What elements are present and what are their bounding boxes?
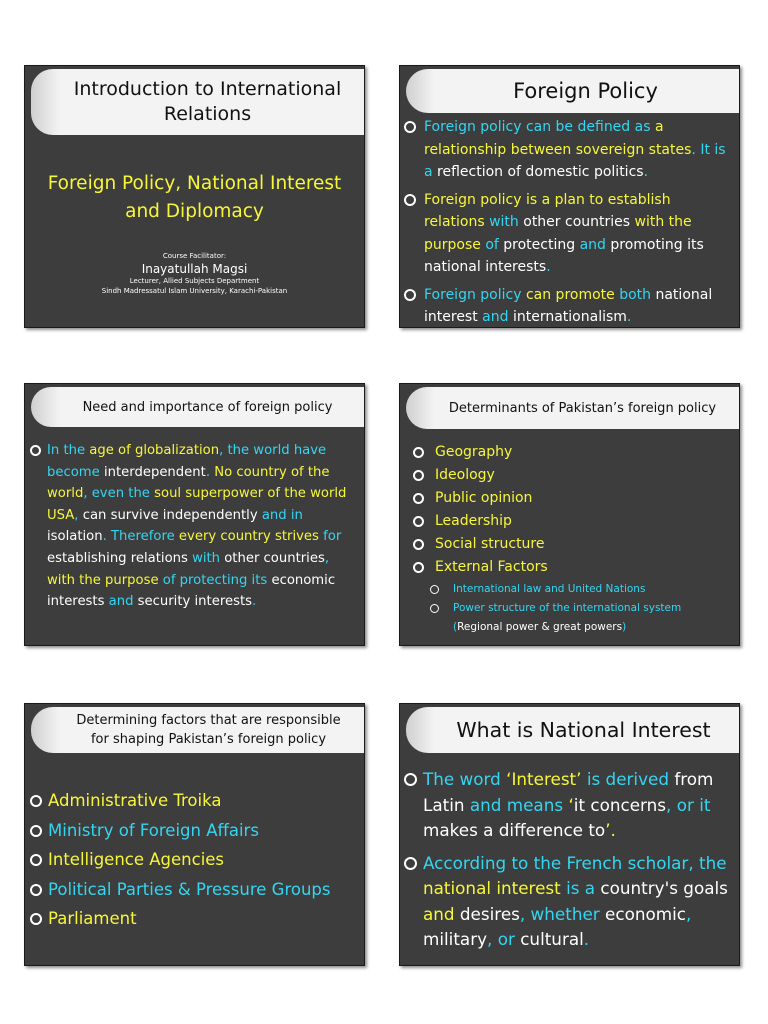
text-segment: with the purpose <box>47 572 163 588</box>
title-line-1: Determining factors that are responsible <box>76 713 341 728</box>
bullet-ring-icon <box>404 194 416 206</box>
text-segment: national interest <box>423 878 567 898</box>
bullet-ring-icon <box>413 447 424 458</box>
text-segment: can survive independently <box>82 507 262 523</box>
slide-title: Foreign Policy <box>513 79 658 103</box>
item-label: Ideology <box>435 467 495 483</box>
list-item <box>413 533 735 556</box>
subtitle-line-2: and Diplomacy <box>125 201 264 222</box>
text-segment: reflection of domestic politics <box>437 164 644 180</box>
text-segment: economic <box>605 903 686 924</box>
item-label: Political Parties & Pressure Groups <box>48 879 331 899</box>
bullet-ring-icon <box>30 795 42 807</box>
facilitator-position: Lecturer, Allied Subjects Department <box>129 277 260 285</box>
list-item <box>30 845 362 875</box>
text-segment: and <box>579 236 611 253</box>
text-segment: age of globalization <box>89 443 220 458</box>
text-segment: , even the <box>83 486 155 502</box>
list-item <box>30 816 362 846</box>
text-segment: can promote <box>525 286 620 303</box>
bullet-ring-icon <box>30 884 42 896</box>
slide-foreign-policy <box>399 65 740 328</box>
item-label: Leadership <box>435 513 512 529</box>
text-segment: soul superpower of the world USA <box>47 486 347 523</box>
bullet-ring-icon <box>30 913 42 925</box>
sub-list-item <box>413 599 735 637</box>
bullet-ring-icon <box>404 773 417 786</box>
slide-intro <box>24 65 365 328</box>
subtitle-line-1: Foreign Policy, National Interest <box>47 173 342 194</box>
text-segment: cultural <box>520 929 584 949</box>
sub-bullet-ring-icon <box>430 604 439 613</box>
text-segment: from Latin <box>423 769 714 815</box>
sub-item-label: Power structure of the international system <box>453 602 682 614</box>
text-segment: . <box>205 464 215 480</box>
item-label: Geography <box>435 444 513 460</box>
list-item <box>30 904 362 934</box>
text-segment: both <box>619 286 656 303</box>
text-segment: other countries <box>523 214 635 230</box>
slide-title-bar <box>406 69 739 113</box>
slide-title: Determinants of Pakistan’s foreign policy <box>448 400 717 416</box>
text-segment: economic interests <box>47 572 336 610</box>
text-segment: country's goals <box>600 878 728 898</box>
bullet-ring-icon <box>404 121 416 133</box>
item-label: Administrative Troika <box>48 791 222 810</box>
text-segment: other countries <box>224 550 325 566</box>
text-segment: , <box>74 507 83 523</box>
slide-title: What is National Interest <box>456 718 711 742</box>
text-segment: makes a difference to <box>423 820 606 840</box>
slide-title <box>54 711 340 749</box>
text-segment: isolation <box>47 529 103 545</box>
text-segment: ( <box>453 621 458 633</box>
list-item <box>413 464 735 487</box>
bullet-item <box>30 440 361 613</box>
text-segment: , whether <box>519 903 606 924</box>
text-segment: , or <box>487 929 521 949</box>
text-segment: security interests <box>137 594 252 610</box>
item-label: Parliament <box>48 909 137 929</box>
item-label: Intelligence Agencies <box>48 850 225 870</box>
text-segment: of <box>485 236 504 253</box>
text-segment: establishing relations <box>47 550 193 566</box>
slide-determinants <box>399 383 740 646</box>
bullet-ring-icon <box>413 516 424 527</box>
list-item <box>413 441 735 464</box>
text-segment: with <box>192 550 225 566</box>
bullet-item <box>404 189 735 279</box>
facilitator-name: Inayatullah Magsi <box>141 262 248 276</box>
text-segment: . Therefore <box>102 529 179 545</box>
sub-list-item <box>413 579 735 599</box>
text-segment: and <box>423 903 460 924</box>
text-segment: and means <box>469 794 569 815</box>
text-segment: The word <box>423 769 507 789</box>
slide-title-bar <box>31 707 364 753</box>
slide-title-bar <box>406 707 739 753</box>
item-label: External Factors <box>435 559 548 575</box>
text-segment: . It is a <box>424 141 726 180</box>
text-segment: Foreign policy is a plan to establish relations <box>424 191 671 230</box>
text-segment: . <box>251 594 257 610</box>
text-segment: ’. <box>605 820 616 840</box>
text-segment: promoting its national interests <box>424 236 704 275</box>
text-segment: , <box>686 903 692 924</box>
bullet-ring-icon <box>413 539 424 550</box>
sub-item-label: International law and United Nations <box>453 583 646 595</box>
slide-title: Introduction to International Relations <box>73 78 342 125</box>
bullet-ring-icon <box>413 493 424 504</box>
bullet-ring-icon <box>30 825 42 837</box>
item-label: Public opinion <box>435 490 533 506</box>
text-segment: , the world have become <box>47 443 327 480</box>
slide-national-interest <box>399 703 740 966</box>
text-segment: , or it <box>666 794 711 815</box>
item-label: Social structure <box>435 536 545 552</box>
bullet-ring-icon <box>413 470 424 481</box>
bullet-ring-icon <box>30 854 42 866</box>
text-segment: . <box>546 259 551 275</box>
text-segment: According to the French scholar, the <box>423 852 727 873</box>
slide-title-bar <box>31 69 364 135</box>
item-label: Ministry of Foreign Affairs <box>48 820 259 840</box>
text-segment: protecting <box>503 236 580 253</box>
list-item <box>413 510 735 533</box>
bullet-item <box>404 284 735 329</box>
bullet-item <box>404 851 736 953</box>
bullet-item <box>404 116 735 184</box>
text-segment: interdependent <box>103 464 206 480</box>
text-segment: desires <box>459 903 520 924</box>
slide-title-bar <box>406 387 739 429</box>
text-segment: is derived <box>586 769 675 789</box>
text-segment: every country strives <box>178 529 324 545</box>
text-segment: for <box>323 529 342 545</box>
slide-title: Need and importance of foreign policy <box>82 399 333 415</box>
text-segment: Foreign policy can be defined as <box>424 119 655 135</box>
text-segment: a relationship between sovereign states <box>424 119 692 158</box>
sub-bullet-ring-icon <box>430 585 439 594</box>
text-segment: and <box>108 594 138 610</box>
list-item <box>413 556 735 579</box>
list-item <box>413 487 735 510</box>
text-segment: No country of the world <box>47 464 330 502</box>
bullet-ring-icon <box>30 445 41 456</box>
text-segment: internationalism <box>512 309 627 325</box>
bullet-ring-icon <box>404 857 417 870</box>
text-segment: In the <box>47 443 90 458</box>
text-segment: ‘Interest’ <box>506 769 587 789</box>
bullet-item <box>404 767 736 844</box>
text-segment: and <box>482 309 513 325</box>
facilitator-university: Sindh Madressatul Islam University, Karachi-Pakistan <box>101 287 288 295</box>
bullet-ring-icon <box>413 562 424 573</box>
text-segment: ‘ <box>568 794 574 815</box>
text-segment: is a <box>566 878 601 898</box>
text-segment: national interest <box>424 286 713 325</box>
text-segment: military <box>423 929 488 949</box>
list-item <box>30 786 362 816</box>
text-segment: , <box>324 550 330 566</box>
text-segment: Regional power & great powers <box>457 621 623 633</box>
text-segment: with <box>489 214 524 230</box>
list-item <box>30 875 362 905</box>
text-segment: . <box>583 929 590 949</box>
text-segment: it concerns <box>573 794 667 815</box>
title-line-2: for shaping Pakistan’s foreign policy <box>90 732 327 747</box>
slide-determining-factors <box>24 703 365 966</box>
text-segment: . <box>643 164 649 180</box>
text-segment: Foreign policy <box>424 286 526 303</box>
bullet-ring-icon <box>404 289 416 301</box>
slide-need-importance <box>24 383 365 646</box>
text-segment: . <box>626 309 632 325</box>
slide-title-bar <box>31 387 364 427</box>
text-segment: and in <box>261 507 303 523</box>
facilitator-label: Course Facilitator: <box>162 252 227 260</box>
text-segment: with the purpose <box>424 214 692 253</box>
text-segment: ) <box>622 621 627 633</box>
text-segment: of protecting its <box>162 572 272 588</box>
